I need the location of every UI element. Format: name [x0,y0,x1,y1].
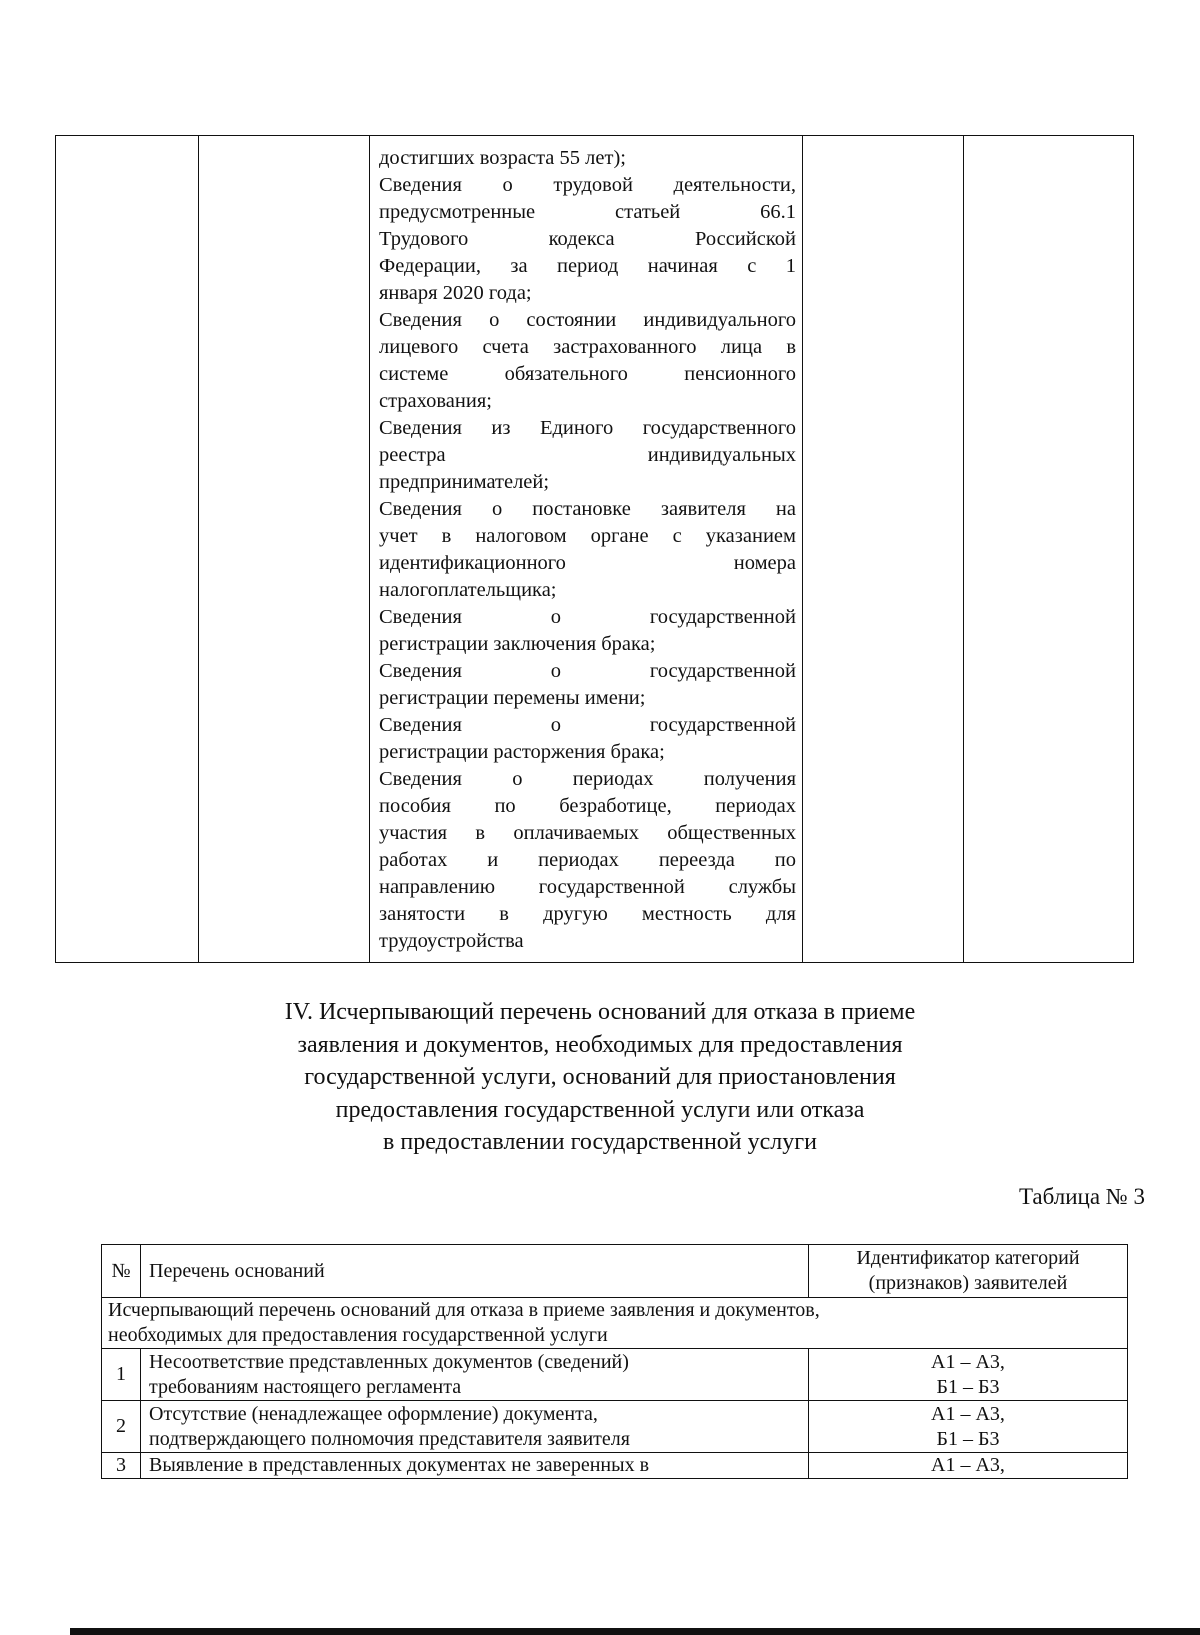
row-ids-line: А1 – А3, [931,1454,1005,1476]
row-text-line: требованиям настоящего регламента [149,1375,462,1398]
row-ids [809,1401,1128,1453]
heading-line: заявления и документов, необходимых для предоставления [297,1031,903,1058]
document-list-line: регистрации заключения брака; [379,633,656,655]
document-list-line: Трудового кодекса Российской [379,228,796,250]
empty-cell-5 [964,136,1134,963]
document-list-line: достигших возраста 55 лет); [379,147,626,169]
grounds-table [101,1244,1128,1479]
document-list-line: Сведения о постановке заявителя на [379,498,796,520]
row-text-line: Выявление в представленных документах не заверенных в [149,1454,650,1476]
empty-cell-4 [803,136,964,963]
table-header-row [102,1245,1128,1298]
document-list-line: Сведения о периодах получения [379,768,796,790]
document-list-line: страхования; [379,390,492,412]
header-num: № [102,1245,141,1298]
row-text [141,1401,809,1453]
document-list-line: января 2020 года; [379,282,532,304]
documents-list-cell [370,136,803,963]
document-list-line: предпринимателей; [379,471,550,493]
continuation-row [56,136,1134,963]
empty-cell-2 [199,136,370,963]
document-list-line: регистрации расторжения брака; [379,741,665,763]
empty-cell-1 [56,136,199,963]
continuation-table [55,135,1134,963]
document-list-line: Сведения о состоянии индивидуального [379,309,796,331]
heading-line: в предоставлении государственной услуги [383,1129,817,1155]
table-row [102,1453,1128,1479]
row-text-line: подтверждающего полномочия представителя заявителя [149,1427,630,1450]
header-ids-line: (признаков) заявителей [868,1272,1068,1294]
row-ids [809,1453,1128,1479]
row-ids [809,1349,1128,1401]
document-list-line: Сведения из Единого государственного [379,417,796,439]
heading-line: IV. Исчерпывающий перечень оснований для отказа в приеме [284,999,916,1025]
header-grounds: Перечень оснований [141,1245,809,1298]
document-list-line: работах и периодах переезда по [379,849,796,871]
header-ids [809,1245,1128,1298]
table-row [102,1349,1128,1401]
document-list-line: участия в оплачиваемых общественных [379,822,796,844]
row-text [141,1349,809,1401]
document-list-line: занятости в другую местность для [379,903,796,925]
row-ids-line: Б1 – Б3 [936,1375,1000,1398]
table-caption: Таблица № 3 [1018,1184,1145,1209]
document-list-line: системе обязательного пенсионного [379,363,796,385]
header-ids-line: Идентификатор категорий [856,1247,1080,1269]
row-text-line: Отсутствие (ненадлежащее оформление) документа, [149,1402,598,1425]
document-list-line: регистрации перемены имени; [379,687,646,709]
heading-line: государственной услуги, оснований для приостановления [304,1064,896,1090]
documents-list [370,136,802,955]
document-list-line: пособия по безработице, периодах [379,795,796,817]
section-heading [150,996,1050,1159]
document-list-line: предусмотренные статьей 66.1 [379,201,796,223]
row-ids-line: А1 – А3, [931,1350,1005,1373]
row-text-line: Несоответствие представленных документов (сведений) [149,1350,629,1373]
document-list-line: учет в налоговом органе с указанием [379,525,796,547]
row-ids-line: Б1 – Б3 [936,1427,1000,1450]
document-list-line: Сведения о государственной [379,660,796,682]
document-list-line: трудоустройства [379,930,524,952]
document-list-line: лицевого счета застрахованного лица в [379,336,796,358]
document-list-line: идентификационного номера [379,552,796,574]
table-section-row [102,1298,1128,1349]
document-list-line: Сведения о государственной [379,606,796,628]
section-row-line: необходимых для предоставления государственной услуги [108,1324,608,1346]
document-list-line: Федерации, за период начиная с 1 [379,255,796,277]
section-row-cell [102,1298,1128,1349]
section-row-line: Исчерпывающий перечень оснований для отказа в приеме заявления и документов, [108,1299,820,1321]
heading-line: предоставления государственной услуги или отказа [335,1096,865,1123]
row-text [141,1453,809,1479]
table-row [102,1401,1128,1453]
document-list-line: налогоплательщика; [379,579,557,601]
row-ids-line: А1 – А3, [931,1402,1005,1425]
document-list-line: Сведения о государственной [379,714,796,736]
row-num: 2 [102,1401,141,1453]
row-num: 1 [102,1349,141,1401]
document-list-line: направлению государственной службы [379,876,796,898]
bottom-scan-edge [70,1628,1200,1635]
row-num: 3 [102,1453,141,1479]
document-list-line: реестра индивидуальных [379,444,796,466]
document-list-line: Сведения о трудовой деятельности, [379,174,796,196]
